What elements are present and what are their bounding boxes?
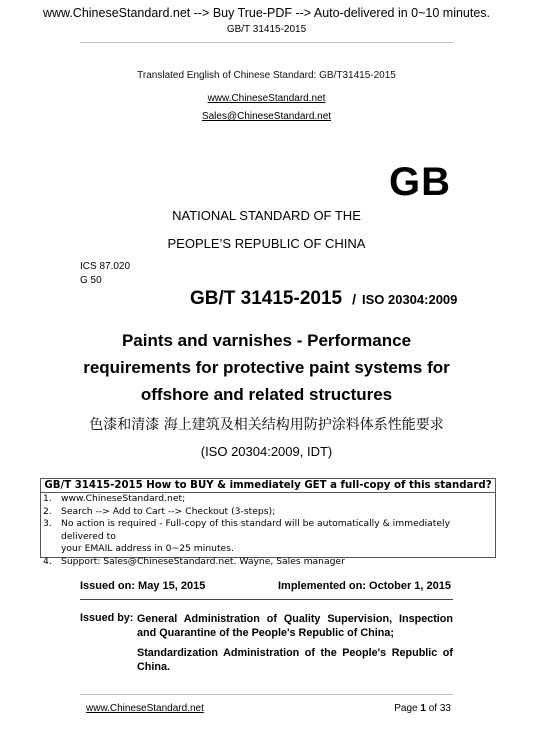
national-standard-line-2: PEOPLE’S REPUBLIC OF CHINA [167, 236, 366, 251]
title-line-1: Paints and varnishes - Performance [121, 331, 412, 350]
page-prefix: Page [394, 703, 418, 714]
step-text: www.ChineseStandard.net; [61, 493, 186, 504]
top-banner-text: www.ChineseStandard.net --> Buy True-PDF --> Auto-delivered in 0~10 minutes. [42, 6, 491, 20]
gb-standard-number: GB/T 31415-2015 [190, 288, 343, 309]
issued-date: Issued on: May 15, 2015 [80, 580, 206, 592]
iso-reference: (ISO 20304:2009, IDT) [200, 444, 333, 459]
step-text: No action is required - Full-copy of this standard will be automatically & immediately delivered to [61, 518, 451, 542]
page-indicator [394, 703, 451, 714]
national-standard-line-1: NATIONAL STANDARD OF THE [172, 208, 361, 223]
title-line-3: offshore and related structures [140, 385, 393, 404]
title-line-2: requirements for protective paint systems for [83, 358, 450, 377]
iso-standard-number: ISO 20304:2009 [361, 292, 458, 307]
step-text: Search --> Add to Cart --> Checkout (3-steps); [61, 505, 276, 517]
implemented-date: Implemented on: October 1, 2015 [278, 580, 451, 592]
buy-box-heading: GB/T 31415-2015 How to BUY & immediately GET a full-copy of this standard? [41, 479, 495, 493]
chinese-title: 色漆和清漆 海上建筑及相关结构用防护涂料体系性能要求 [89, 417, 444, 433]
email-link[interactable]: Sales@ChineseStandard.net [201, 111, 332, 122]
step-number: 4. [43, 555, 52, 567]
email-link-wrap [0, 106, 533, 124]
step-number: 2. [43, 505, 52, 517]
page-number: 1 [420, 703, 426, 714]
buy-step [41, 518, 495, 543]
page-total: of 33 [428, 703, 451, 714]
header-standard-code: GB/T 31415-2015 [226, 24, 307, 35]
buy-step [41, 556, 495, 569]
step-text: your EMAIL address in 0~25 minutes. [61, 543, 234, 555]
buy-step-continued [41, 543, 495, 556]
step-number: 3. [43, 518, 52, 530]
classification-code: G 50 [80, 275, 102, 286]
website-link-wrap [0, 88, 533, 106]
issued-by-label: Issued by: [80, 612, 134, 624]
step-number: 1. [43, 493, 52, 504]
buy-instructions-box [40, 478, 496, 567]
translated-note: Translated English of Chinese Standard: GB/T31415-2015 [137, 70, 396, 81]
ics-code: ICS 87.020 [80, 261, 131, 272]
standard-separator: / [352, 291, 356, 307]
step-text: Support: Sales@ChineseStandard.net. Wayne, Sales manager [61, 555, 345, 567]
dates-divider [80, 599, 453, 600]
header-divider [80, 42, 453, 43]
buy-step [41, 506, 495, 519]
issuing-org-1: General Administration of Quality Supervision, Inspection and Quarantine of the People's Republic of China; [137, 613, 453, 639]
standard-number [190, 288, 457, 310]
gb-logo: GB [389, 160, 451, 204]
website-link[interactable]: www.ChineseStandard.net [207, 93, 326, 104]
issuing-org-2: Standardization Administration of the People's Republic of China. [137, 647, 453, 673]
footer-link-wrap [86, 703, 204, 714]
footer-divider [80, 694, 453, 695]
buy-step [41, 493, 495, 506]
footer-website-link[interactable]: www.ChineseStandard.net [86, 703, 204, 714]
